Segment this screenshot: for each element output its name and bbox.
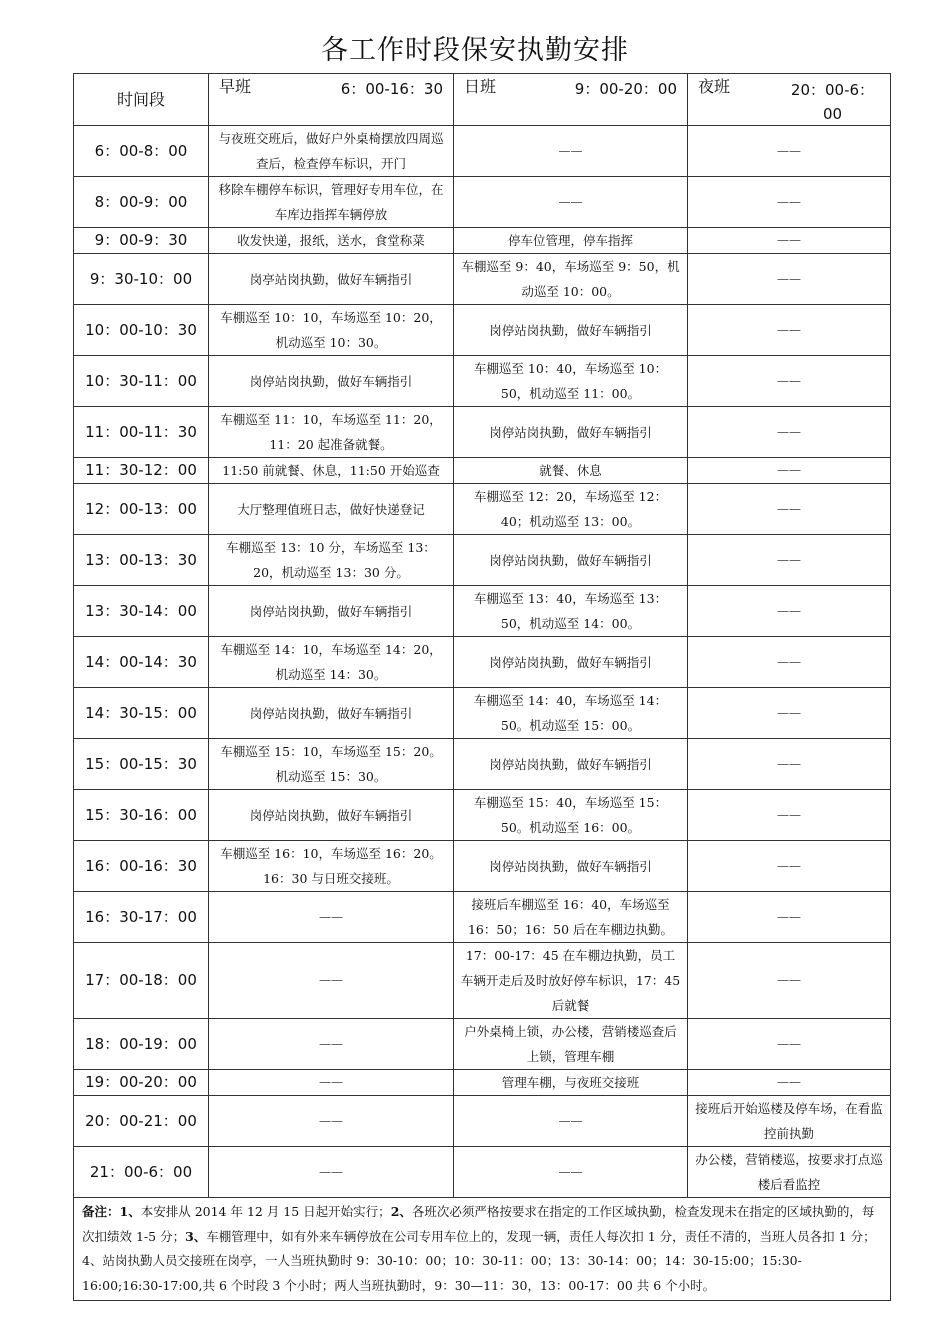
early-shift-cell: 岗停站岗执勤，做好车辆指引	[209, 586, 454, 637]
early-shift-cell: 车棚巡至 11：10，车场巡至 11：20，11：20 起准备就餐。	[209, 407, 454, 458]
day-shift-cell: 车棚巡至 13：40，车场巡至 13：50，机动巡至 14：00。	[454, 586, 688, 637]
early-shift-cell: ——	[209, 943, 454, 1019]
table-row	[74, 1147, 891, 1198]
table-row	[74, 688, 891, 739]
table-row	[74, 126, 891, 177]
night-shift-cell: ——	[688, 254, 891, 305]
table-row	[74, 790, 891, 841]
night-shift-cell: ——	[688, 790, 891, 841]
time-cell: 11：30-12：00	[74, 458, 209, 484]
early-shift-cell: 岗停站岗执勤，做好车辆指引	[209, 790, 454, 841]
time-cell: 21：00-6：00	[74, 1147, 209, 1198]
table-row	[74, 228, 891, 254]
night-shift-cell: ——	[688, 943, 891, 1019]
early-shift-name: 早班	[219, 77, 252, 96]
time-cell: 6：00-8：00	[74, 126, 209, 177]
day-shift-cell: 岗停站岗执勤，做好车辆指引	[454, 841, 688, 892]
day-shift-cell: 岗停站岗执勤，做好车辆指引	[454, 407, 688, 458]
note-p1-num: 1、	[119, 1204, 141, 1219]
day-shift-cell: ——	[454, 1096, 688, 1147]
night-shift-cell: 办公楼，营销楼巡，按要求打点巡楼后看监控	[688, 1147, 891, 1198]
time-cell: 15：30-16：00	[74, 790, 209, 841]
table-row	[74, 1019, 891, 1070]
day-shift-cell: 车棚巡至 12：20，车场巡至 12：40；机动巡至 13：00。	[454, 484, 688, 535]
night-shift-cell: ——	[688, 739, 891, 790]
early-shift-cell: 收发快递，报纸，送水，食堂称菜	[209, 228, 454, 254]
night-shift-cell: ——	[688, 177, 891, 228]
night-shift-cell: ——	[688, 688, 891, 739]
time-cell: 14：00-14：30	[74, 637, 209, 688]
day-shift-cell: 岗停站岗执勤，做好车辆指引	[454, 637, 688, 688]
night-shift-cell: ——	[688, 841, 891, 892]
night-shift-hours: 20：00-6：00	[790, 81, 875, 123]
night-shift-cell: ——	[688, 892, 891, 943]
table-row	[74, 892, 891, 943]
time-cell: 16：00-16：30	[74, 841, 209, 892]
night-shift-cell: ——	[688, 458, 891, 484]
early-shift-cell: 车棚巡至 15：10，车场巡至 15：20。机动巡至 15：30。	[209, 739, 454, 790]
early-shift-cell: 车棚巡至 16：10，车场巡至 16：20。16：30 与日班交接班。	[209, 841, 454, 892]
early-shift-cell: 11:50 前就餐、休息，11:50 开始巡查	[209, 458, 454, 484]
day-shift-cell: 车棚巡至 9：40，车场巡至 9：50，机动巡至 10：00。	[454, 254, 688, 305]
time-cell: 10：30-11：00	[74, 356, 209, 407]
early-shift-cell: 与夜班交班后，做好户外桌椅摆放四周巡查后，检查停车标识，开门	[209, 126, 454, 177]
day-shift-cell: 车棚巡至 15：40，车场巡至 15：50。机动巡至 16：00。	[454, 790, 688, 841]
day-shift-cell: 车棚巡至 14：40，车场巡至 14：50。机动巡至 15：00。	[454, 688, 688, 739]
time-cell: 17：00-18：00	[74, 943, 209, 1019]
night-shift-cell: ——	[688, 126, 891, 177]
early-shift-hours: 6：00-16：30	[340, 80, 443, 98]
night-shift-cell: ——	[688, 484, 891, 535]
early-shift-cell: ——	[209, 1070, 454, 1096]
time-cell: 16：30-17：00	[74, 892, 209, 943]
note-p1: 本安排从 2014 年 12 月 15 日起开始实行；	[140, 1204, 391, 1219]
table-row	[74, 739, 891, 790]
day-shift-cell: 就餐、休息	[454, 458, 688, 484]
day-shift-cell: ——	[454, 177, 688, 228]
night-shift-cell: ——	[688, 228, 891, 254]
day-shift-cell: 管理车棚，与夜班交接班	[454, 1070, 688, 1096]
note-p3: 车棚管理中，如有外来车辆停放在公司专用车位上的，发现一辆，责任人每次扣 1 分，责任不清的，当班人员各扣 1 分；4、站岗执勤人员交接班在岗亭，一人当班执勤时 9：30-10：00；10：30-11：00；13：30-14：00；14：30-15:00；15:30-16:00;16:30-17:00,共 6 个时段 3 个小时；两人当班执勤时，9：30—11：30，13：00-17：00 共 6 个小时。	[82, 1228, 876, 1293]
time-cell: 14：30-15：00	[74, 688, 209, 739]
night-shift-cell: ——	[688, 1019, 891, 1070]
early-shift-cell: 车棚巡至 14：10，车场巡至 14：20，机动巡至 14：30。	[209, 637, 454, 688]
day-shift-cell: 岗停站岗执勤，做好车辆指引	[454, 305, 688, 356]
night-shift-cell: ——	[688, 356, 891, 407]
table-row	[74, 586, 891, 637]
time-cell: 15：00-15：30	[74, 739, 209, 790]
table-row	[74, 305, 891, 356]
early-shift-cell: ——	[209, 1096, 454, 1147]
early-shift-cell: ——	[209, 1019, 454, 1070]
table-row	[74, 407, 891, 458]
day-shift-cell: 岗停站岗执勤，做好车辆指引	[454, 739, 688, 790]
table-row	[74, 484, 891, 535]
time-cell: 9：30-10：00	[74, 254, 209, 305]
table-row	[74, 637, 891, 688]
day-shift-cell: 停车位管理，停车指挥	[454, 228, 688, 254]
day-shift-cell: ——	[454, 126, 688, 177]
page-title: 各工作时段保安执勤安排	[321, 35, 629, 66]
night-shift-name: 夜班	[698, 77, 731, 96]
early-shift-cell: 车棚巡至 13：10 分，车场巡至 13：20，机动巡至 13：30 分。	[209, 535, 454, 586]
night-shift-cell: ——	[688, 637, 891, 688]
time-cell: 13：00-13：30	[74, 535, 209, 586]
day-shift-hours: 9：00-20：00	[574, 80, 677, 98]
day-shift-cell: 车棚巡至 10：40，车场巡至 10：50，机动巡至 11：00。	[454, 356, 688, 407]
time-cell: 13：30-14：00	[74, 586, 209, 637]
early-shift-cell: 车棚巡至 10：10，车场巡至 10：20，机动巡至 10：30。	[209, 305, 454, 356]
header-time-label: 时间段	[74, 74, 209, 126]
early-shift-cell: 大厅整理值班日志，做好快递登记	[209, 484, 454, 535]
night-shift-cell: ——	[688, 586, 891, 637]
time-cell: 11：00-11：30	[74, 407, 209, 458]
table-row	[74, 356, 891, 407]
day-shift-cell: 户外桌椅上锁，办公楼，营销楼巡查后上锁，管理车棚	[454, 1019, 688, 1070]
night-shift-cell: ——	[688, 407, 891, 458]
time-cell: 12：00-13：00	[74, 484, 209, 535]
table-row	[74, 254, 891, 305]
early-shift-cell: ——	[209, 892, 454, 943]
night-shift-cell: ——	[688, 535, 891, 586]
time-cell: 8：00-9：00	[74, 177, 209, 228]
note-label: 备注：	[82, 1204, 120, 1219]
table-row	[74, 943, 891, 1019]
note-p2: 各班次必须严格按要求在指定的工作区域执勤，检查发现未在指定的区域执勤的，每次扣绩效 1-5 分；	[82, 1204, 875, 1244]
early-shift-cell: 岗停站岗执勤，做好车辆指引	[209, 356, 454, 407]
header-night-shift	[688, 74, 891, 126]
time-cell: 10：00-10：30	[74, 305, 209, 356]
note-p2-num: 2、	[390, 1204, 412, 1219]
early-shift-cell: 移除车棚停车标识，管理好专用车位，在车库边指挥车辆停放	[209, 177, 454, 228]
night-shift-cell: ——	[688, 1070, 891, 1096]
table-row	[74, 1070, 891, 1096]
header-day-shift	[454, 74, 688, 126]
time-cell: 9：00-9：30	[74, 228, 209, 254]
early-shift-cell: 岗亭站岗执勤，做好车辆指引	[209, 254, 454, 305]
table-row	[74, 841, 891, 892]
day-shift-cell: 岗停站岗执勤，做好车辆指引	[454, 535, 688, 586]
table-row	[74, 535, 891, 586]
time-cell: 19：00-20：00	[74, 1070, 209, 1096]
day-shift-cell: ——	[454, 1147, 688, 1198]
night-shift-cell: ——	[688, 305, 891, 356]
day-shift-name: 日班	[464, 77, 497, 96]
night-shift-cell: 接班后开始巡楼及停车场，在看监控前执勤	[688, 1096, 891, 1147]
time-cell: 18：00-19：00	[74, 1019, 209, 1070]
early-shift-cell: 岗停站岗执勤，做好车辆指引	[209, 688, 454, 739]
day-shift-cell: 接班后车棚巡至 16：40，车场巡至 16：50；16：50 后在车棚边执勤。	[454, 892, 688, 943]
early-shift-cell: ——	[209, 1147, 454, 1198]
note-p3-num: 3、	[185, 1228, 207, 1244]
table-row	[74, 458, 891, 484]
header-row	[74, 74, 891, 126]
time-cell: 20：00-21：00	[74, 1096, 209, 1147]
table-row	[74, 1096, 891, 1147]
header-early-shift	[209, 74, 454, 126]
note-cell	[74, 1198, 891, 1301]
note-row	[74, 1198, 891, 1301]
table-row	[74, 177, 891, 228]
duty-schedule-table	[73, 73, 891, 1301]
day-shift-cell: 17：00-17：45 在车棚边执勤，员工车辆开走后及时放好停车标识，17：45 后就餐	[454, 943, 688, 1019]
